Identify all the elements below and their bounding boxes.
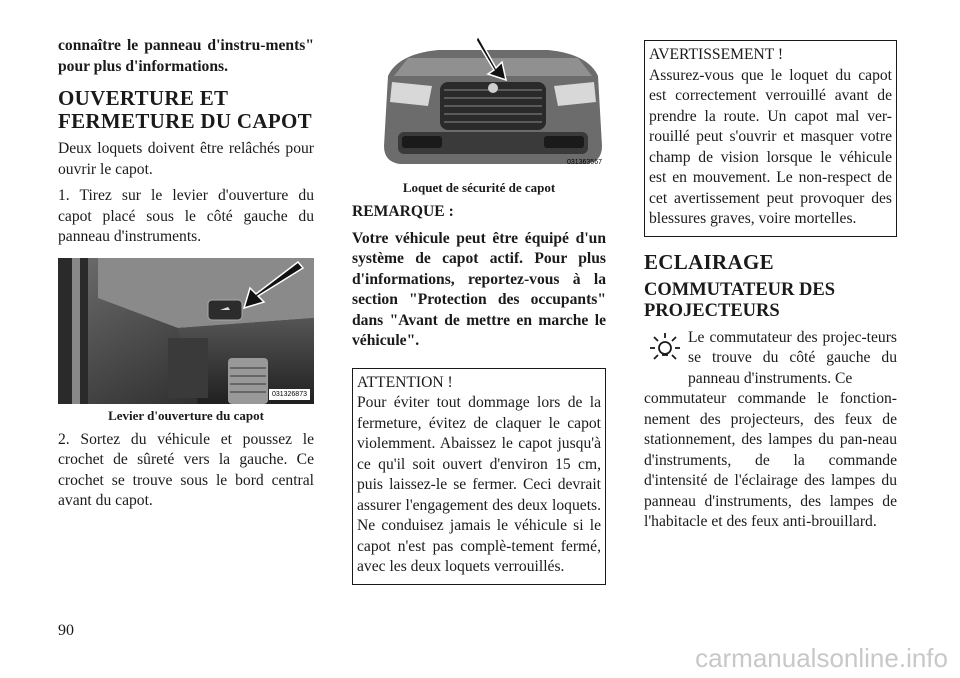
remark-text: Votre véhicule peut être équipé d'un système de capot actif. Pour plus d'informations, reportez-vous à la section "Protection des occupants" dans "Avant de mettre en marche le véhicule".: [352, 229, 606, 349]
hood-intro-paragraph: Deux loquets doivent être relâchés pour ouvrir le capot.: [58, 140, 314, 178]
headlight-switch-text: commutateur commande le fonction-nement des projecteurs, des feux de stationnement, des lampes du pan-neau d'instruments, de la commande d'intensité de l'éclairage des lampes du panneau d'instruments, des lampes de l'habitacle et des feux anti-brouillard.: [644, 390, 897, 530]
photo-caption: Loquet de sécurité de capot: [402, 180, 556, 195]
right-column: [644, 40, 897, 533]
page-number: 90: [58, 622, 74, 639]
step-1-paragraph: 1. Tirez sur le levier d'ouverture du capot placé sous le côté gauche du panneau d'instruments.: [58, 187, 314, 245]
headlight-switch-section: [644, 328, 897, 533]
headlamp-icon: [648, 332, 682, 366]
warning-text: Assurez-vous que le loquet du capot est correctement verrouillé avant de prendre la route. Un capot mal ver-rouillé peut s'ouvrir et masquer votre champ de vision lorsque le véhicule est en mouvement. Le non-respect de cet avertissement peut provoquer des blessures graves, voire mortelles.: [649, 66, 892, 227]
photo-caption: Levier d'ouverture du capot: [108, 407, 264, 423]
middle-column: [352, 36, 606, 585]
subheading-headlight-switch: COMMUTATEUR DES PROJECTEURS: [644, 279, 835, 321]
warning-box: [644, 40, 897, 237]
watermark: carmanualsonline.info: [695, 643, 948, 673]
car-front-illustration: [378, 36, 608, 176]
safety-latch-photo: [378, 36, 608, 176]
hood-release-lever-photo: [58, 258, 314, 404]
remark-title: REMARQUE :: [352, 203, 454, 220]
hood-release-lever-illustration: [58, 258, 314, 404]
section-heading-lighting: ECLAIRAGE: [644, 249, 774, 274]
warning-title: AVERTISSEMENT !: [649, 46, 784, 63]
headlight-switch-lead: Le commutateur des projec-teurs se trouve du côté gauche du panneau d'instruments. Ce: [688, 328, 897, 387]
photo-reference-code: 031326873: [269, 389, 310, 400]
photo-reference-code: 031363567: [566, 159, 602, 166]
intro-text: connaître le panneau d'instru-ments" pour plus d'informations.: [58, 37, 314, 75]
caution-title: ATTENTION !: [357, 373, 453, 391]
section-heading-hood: OUVERTURE ET FERMETURE DU CAPOT: [58, 86, 312, 133]
left-column: [58, 36, 314, 512]
caution-text: Pour éviter tout dommage lors de la fermeture, évitez de claquer le capot violemment. Abaissez le capot jusqu'à ce qu'il soit ouvert d'environ 15 cm, puis laissez-le se fermer. Ceci devrait assurer l'engagement des deux loquets. Ne conduisez jamais le véhicule si le capot n'est pas complè-tement fermé, avec les deux loquets verrouillés.: [357, 394, 601, 575]
caution-box: [352, 368, 606, 585]
step-2-paragraph: 2. Sortez du véhicule et poussez le crochet de sûreté vers la gauche. Ce crochet se trouve sous le bord central avant du capot.: [58, 430, 314, 509]
